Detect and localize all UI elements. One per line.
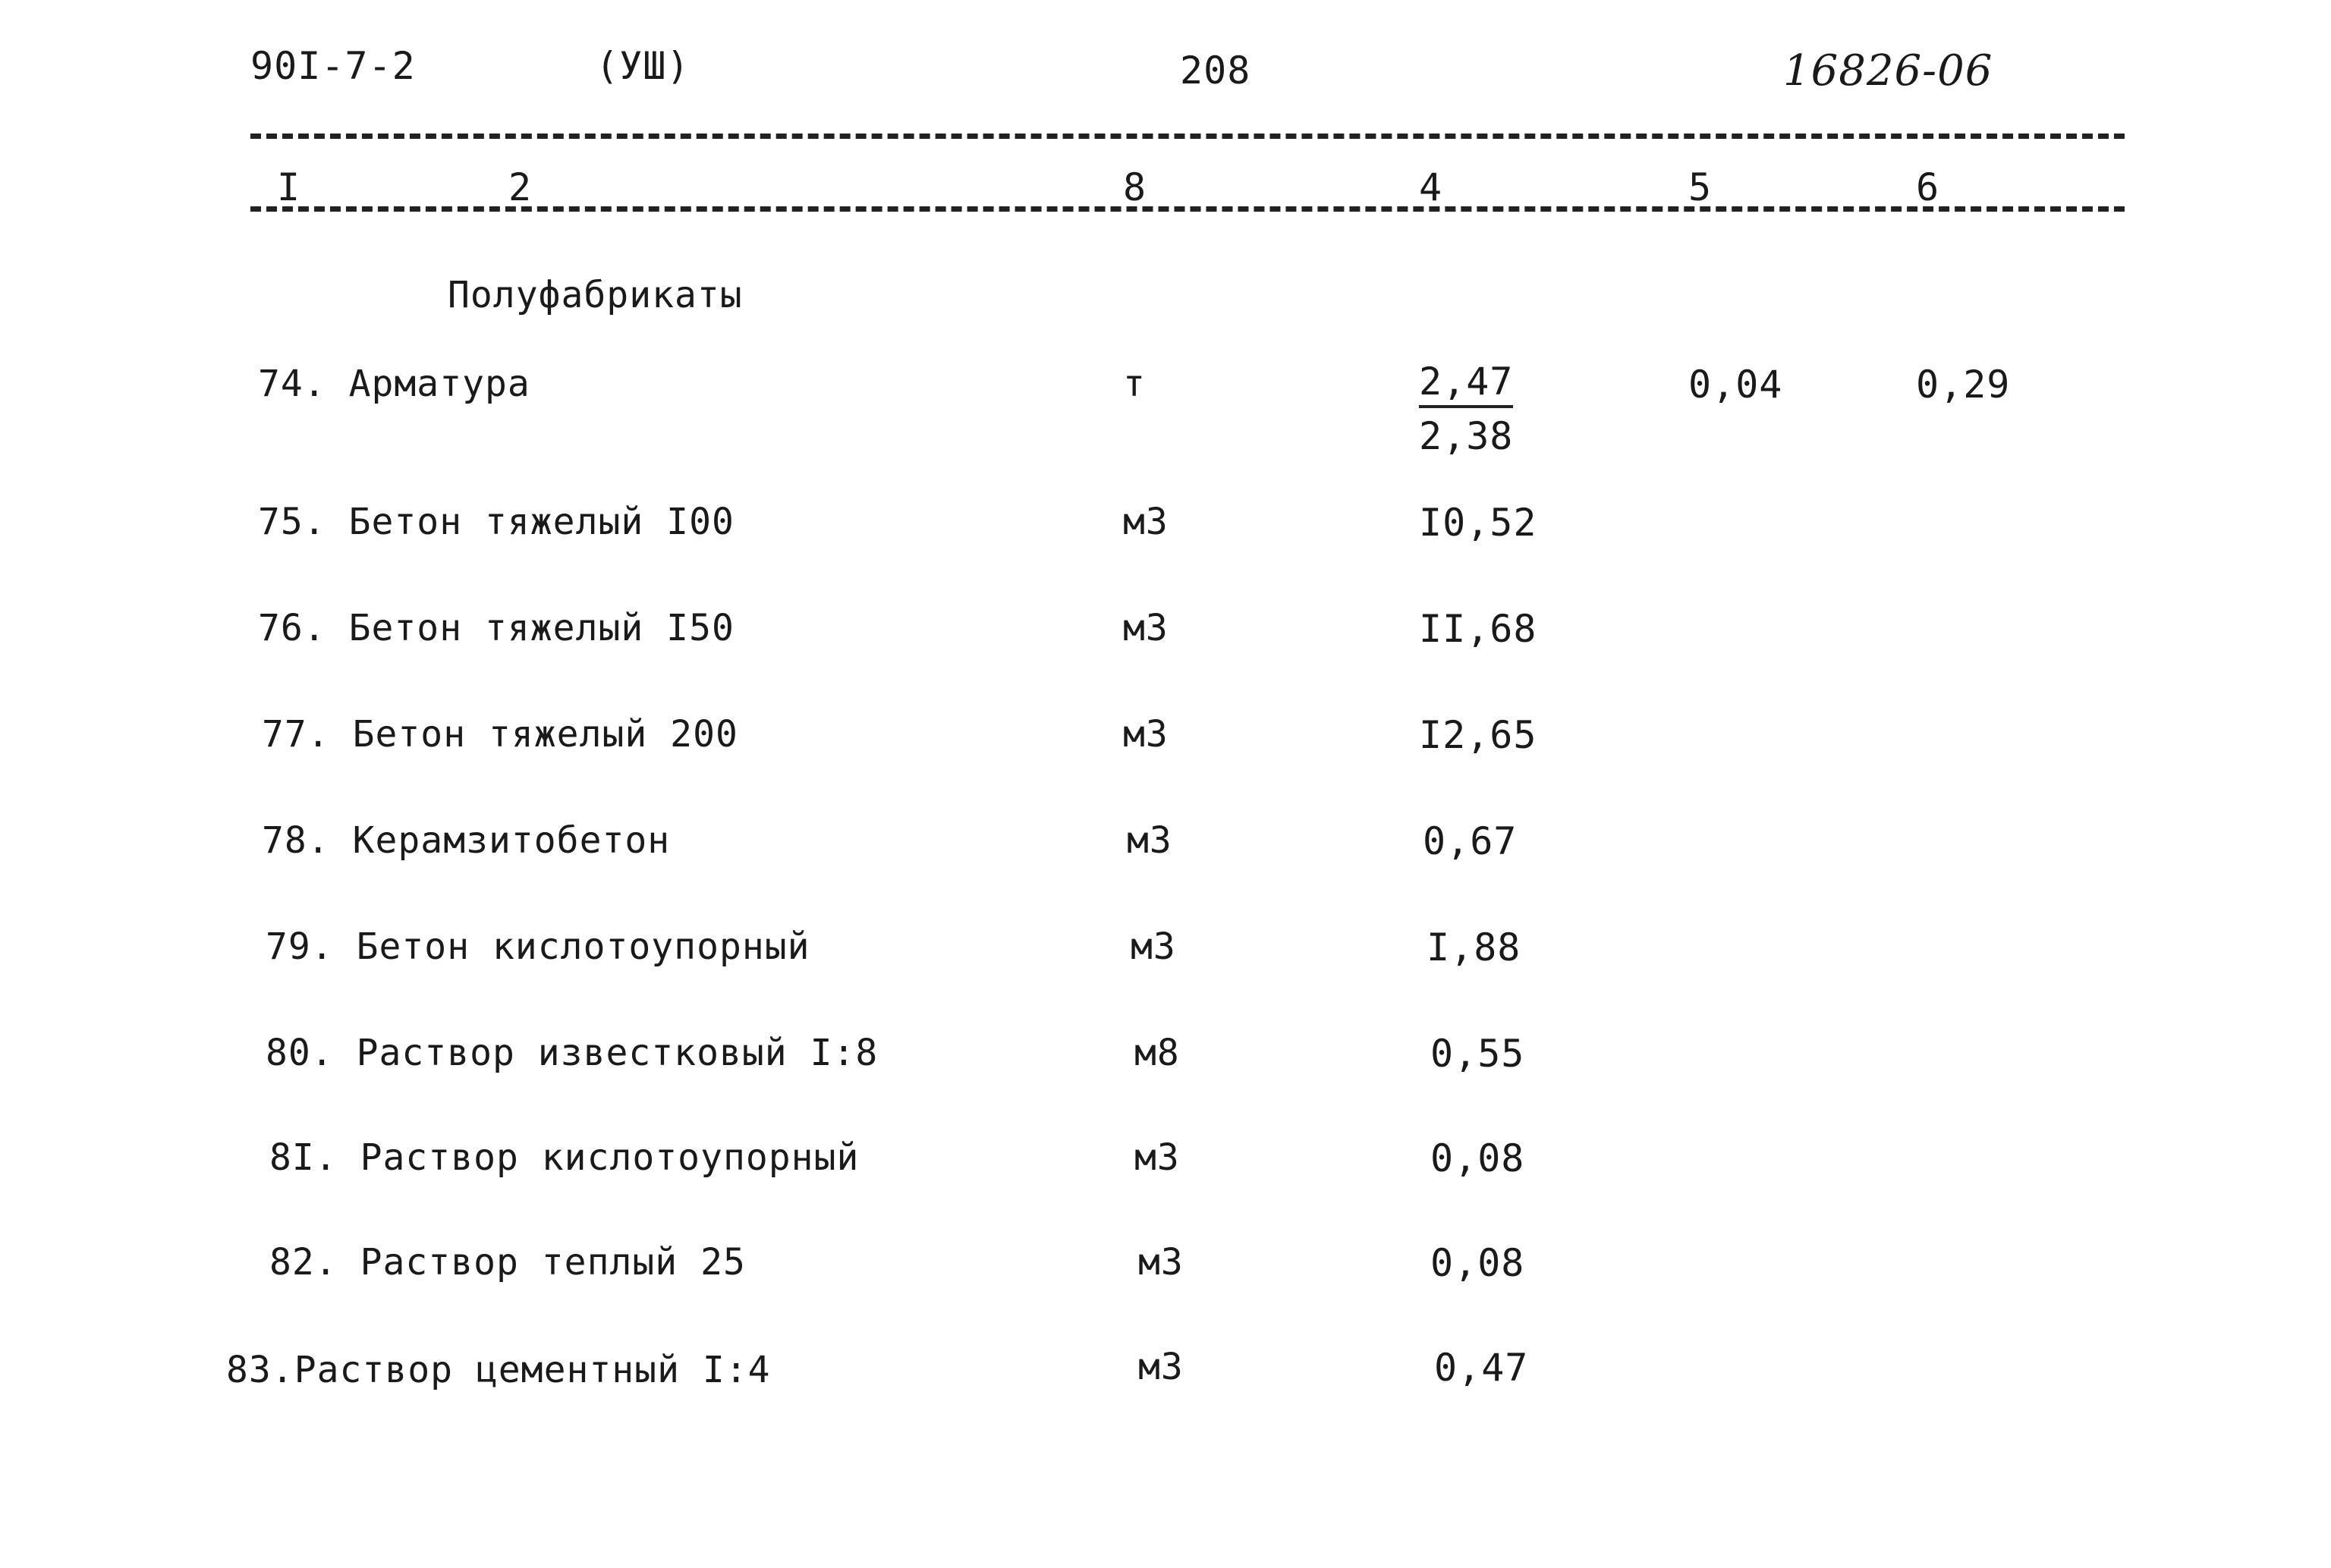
column-number-4: 4	[1419, 165, 1443, 209]
row-unit: м3	[1127, 819, 1172, 862]
row-name: 80. Раствор известковый I:8	[266, 1032, 879, 1074]
row-value-col4-bottom: 2,38	[1419, 414, 1514, 458]
archive-number: 16826-06	[1783, 46, 1993, 96]
column-number-2: 2	[508, 165, 533, 209]
row-unit: м3	[1123, 713, 1169, 756]
row-unit: м3	[1134, 1136, 1180, 1179]
row-value-col4: 0,67	[1423, 819, 1518, 863]
row-value-col4: 0,47	[1434, 1346, 1529, 1390]
row-value-col4: II,68	[1419, 607, 1537, 651]
row-name: 75. Бетон тяжелый I00	[258, 501, 735, 543]
row-value-col4: 0,08	[1430, 1136, 1525, 1180]
column-number-1: I	[277, 165, 301, 209]
row-name: 8I. Раствор кислотоупорный	[269, 1136, 860, 1179]
row-value-col4: 0,08	[1430, 1241, 1525, 1285]
row-value-col4: I2,65	[1419, 713, 1537, 757]
row-unit: м3	[1123, 501, 1169, 543]
row-value-col4: I0,52	[1419, 501, 1537, 545]
row-unit: т	[1123, 363, 1146, 405]
row-value-col4: I,88	[1427, 925, 1521, 969]
row-name: 83.Раствор цементный I:4	[226, 1349, 771, 1391]
row-unit: м3	[1131, 925, 1176, 968]
row-unit: м8	[1134, 1032, 1180, 1074]
row-value-col5: 0,04	[1688, 363, 1783, 407]
row-unit: м3	[1138, 1346, 1184, 1388]
row-name: 77. Бетон тяжелый 200	[262, 713, 738, 756]
row-unit: м3	[1123, 607, 1169, 649]
row-name: 79. Бетон кислотоупорный	[266, 925, 810, 968]
row-value-col4: 0,55	[1430, 1032, 1525, 1076]
row-name: 74. Арматура	[258, 363, 530, 405]
row-value-col4-top: 2,47	[1419, 363, 1513, 408]
row-name: 76. Бетон тяжелый I50	[258, 607, 735, 649]
row-name: 78. Керамзитобетон	[262, 819, 671, 862]
column-number-5: 5	[1688, 165, 1713, 209]
row-unit: м3	[1138, 1241, 1184, 1284]
doc-code: 90I-7-2	[250, 44, 416, 88]
album-number: (УШ)	[596, 44, 690, 88]
row-name: 82. Раствор теплый 25	[269, 1241, 746, 1284]
column-divider	[250, 206, 2125, 212]
column-number-3: 8	[1123, 165, 1147, 209]
row-value-col6: 0,29	[1916, 363, 2011, 407]
column-number-6: 6	[1916, 165, 1940, 209]
section-title: Полуфабрикаты	[448, 274, 743, 316]
page-number: 208	[1180, 49, 1251, 93]
header-divider	[250, 134, 2125, 139]
